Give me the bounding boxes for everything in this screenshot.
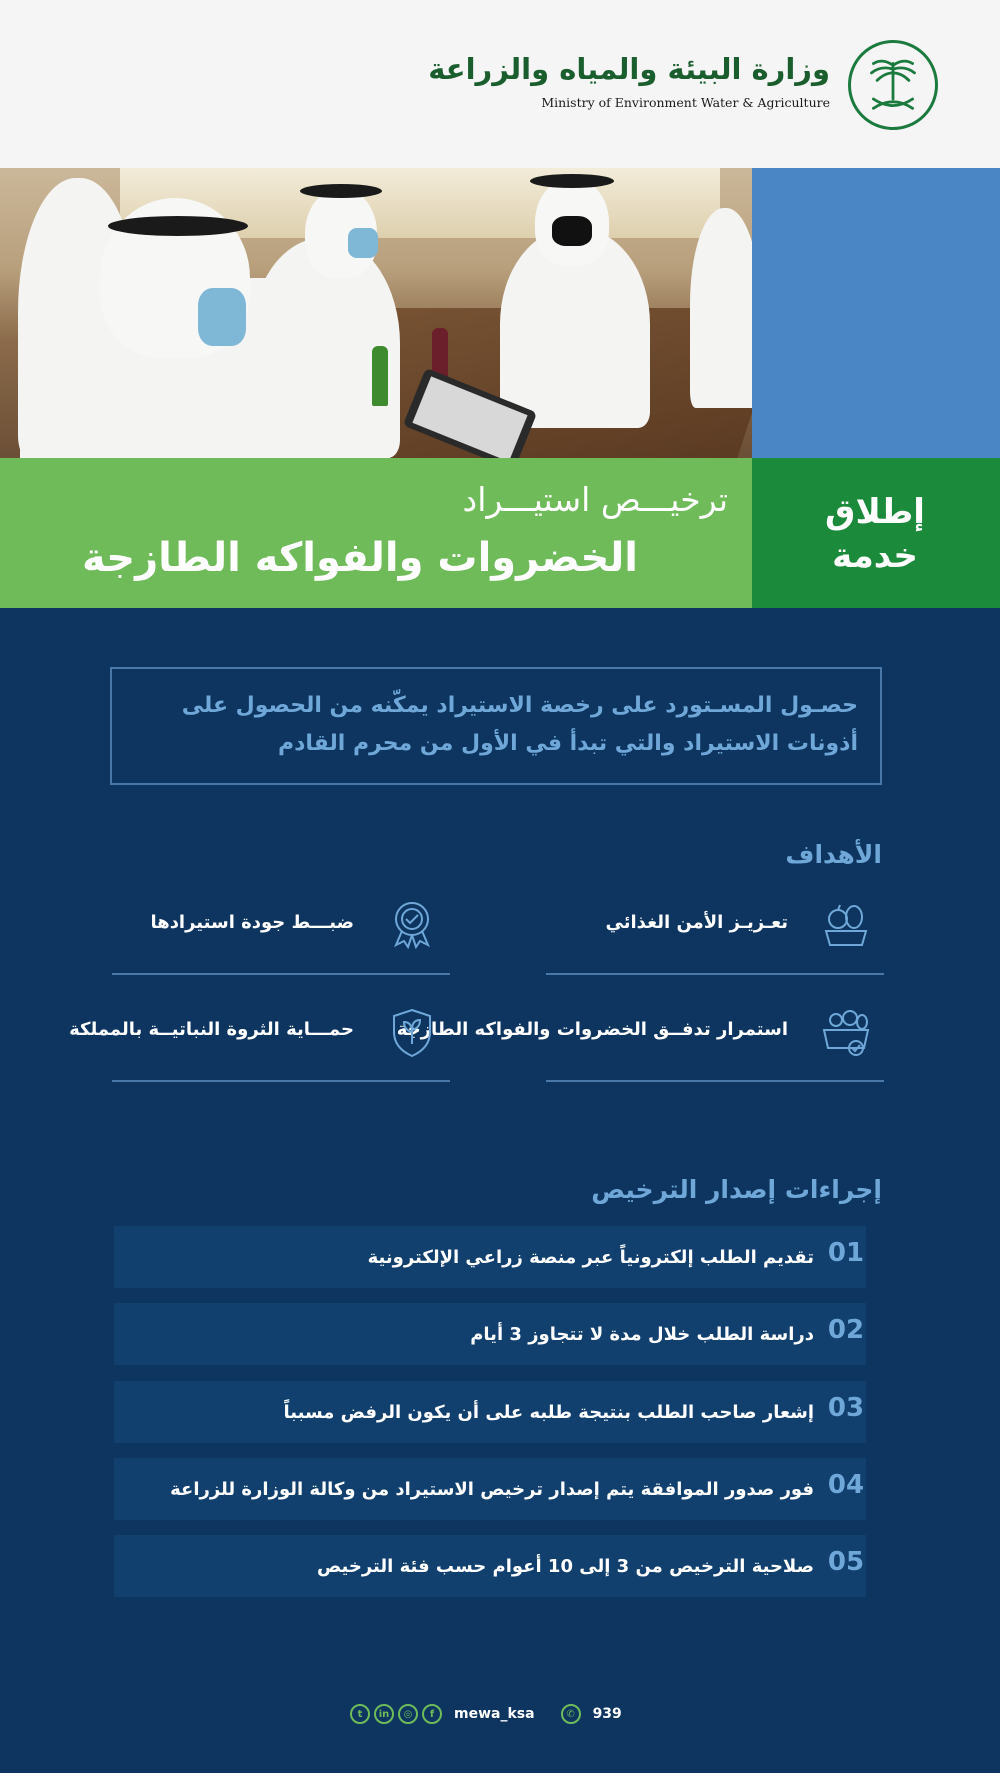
- social-handle[interactable]: mewa_ksa: [454, 1706, 535, 1722]
- step-number: 03: [827, 1393, 865, 1423]
- step-row: [114, 1381, 866, 1443]
- step-text: فور صدور الموافقة يتم إصدار ترخيص الاستيراد من وكالة الوزارة للزراعة: [170, 1478, 814, 1500]
- service-title-line1: ترخيـــص استيـــراد: [462, 480, 728, 519]
- linkedin-icon[interactable]: in: [374, 1704, 394, 1724]
- palm-swords-emblem-icon: [848, 40, 938, 130]
- quality-badge-icon: [384, 897, 440, 953]
- goal-item: [112, 885, 450, 975]
- goal-item: [546, 885, 884, 975]
- footer: [350, 1702, 622, 1726]
- step-row: [114, 1458, 866, 1520]
- ministry-name-arabic: وزارة البيئة والمياه والزراعة: [428, 52, 830, 86]
- facebook-icon[interactable]: f: [422, 1704, 442, 1724]
- blue-accent-block: [752, 168, 1000, 458]
- plant-shield-icon: [384, 1004, 440, 1060]
- step-text: تقديم الطلب إلكترونياً عبر منصة زراعي الإلكترونية: [367, 1246, 814, 1268]
- header: [0, 0, 1000, 168]
- goal-label: ضبـــط جودة استيرادها: [150, 912, 354, 933]
- instagram-icon[interactable]: ◎: [398, 1704, 418, 1724]
- phone-number[interactable]: 939: [592, 1706, 622, 1722]
- step-number: 02: [827, 1315, 865, 1345]
- intro-box: [110, 667, 882, 785]
- goal-label: حمـــاية الثروة النباتيــة بالمملكة: [69, 1019, 354, 1040]
- goal-item: [69, 992, 450, 1082]
- goal-item: [396, 992, 884, 1082]
- step-row: [114, 1303, 866, 1365]
- step-number: 01: [827, 1238, 865, 1268]
- goal-label: استمرار تدفــق الخضروات والفواكه الطازجة: [396, 1019, 788, 1040]
- phone-icon: ✆: [561, 1704, 581, 1724]
- step-row: [114, 1535, 866, 1597]
- intro-text: حصـول المسـتورد على رخصة الاستيراد يمكّنه من الحصول على أذونات الاستيراد والتي تبدأ في الأول من محرم القادم: [181, 693, 858, 756]
- produce-cart-icon: [818, 1004, 874, 1060]
- launch-badge-text: إطلاق خدمة: [825, 492, 925, 576]
- step-number: 04: [827, 1470, 865, 1500]
- goal-label: تعـزيـز الأمن الغذائي: [605, 912, 788, 933]
- step-text: صلاحية الترخيص من 3 إلى 10 أعوام حسب فئة الترخيص: [316, 1555, 814, 1577]
- goals-heading: الأهداف: [785, 840, 882, 869]
- step-number: 05: [827, 1547, 865, 1577]
- step-row: [114, 1226, 866, 1288]
- step-text: إشعار صاحب الطلب بنتيجة طلبه على أن يكون الرفض مسبباً: [283, 1401, 814, 1423]
- meeting-photo: [0, 168, 752, 458]
- step-text: دراسة الطلب خلال مدة لا تتجاوز 3 أيام: [470, 1323, 814, 1345]
- service-title-line2: الخضروات والفواكه الطازجة: [82, 535, 638, 581]
- twitter-icon[interactable]: t: [350, 1704, 370, 1724]
- fruits-basket-icon: [818, 897, 874, 953]
- steps-heading: إجراءات إصدار الترخيص: [591, 1175, 882, 1204]
- ministry-name-english: Ministry of Environment Water & Agriculture: [541, 95, 830, 110]
